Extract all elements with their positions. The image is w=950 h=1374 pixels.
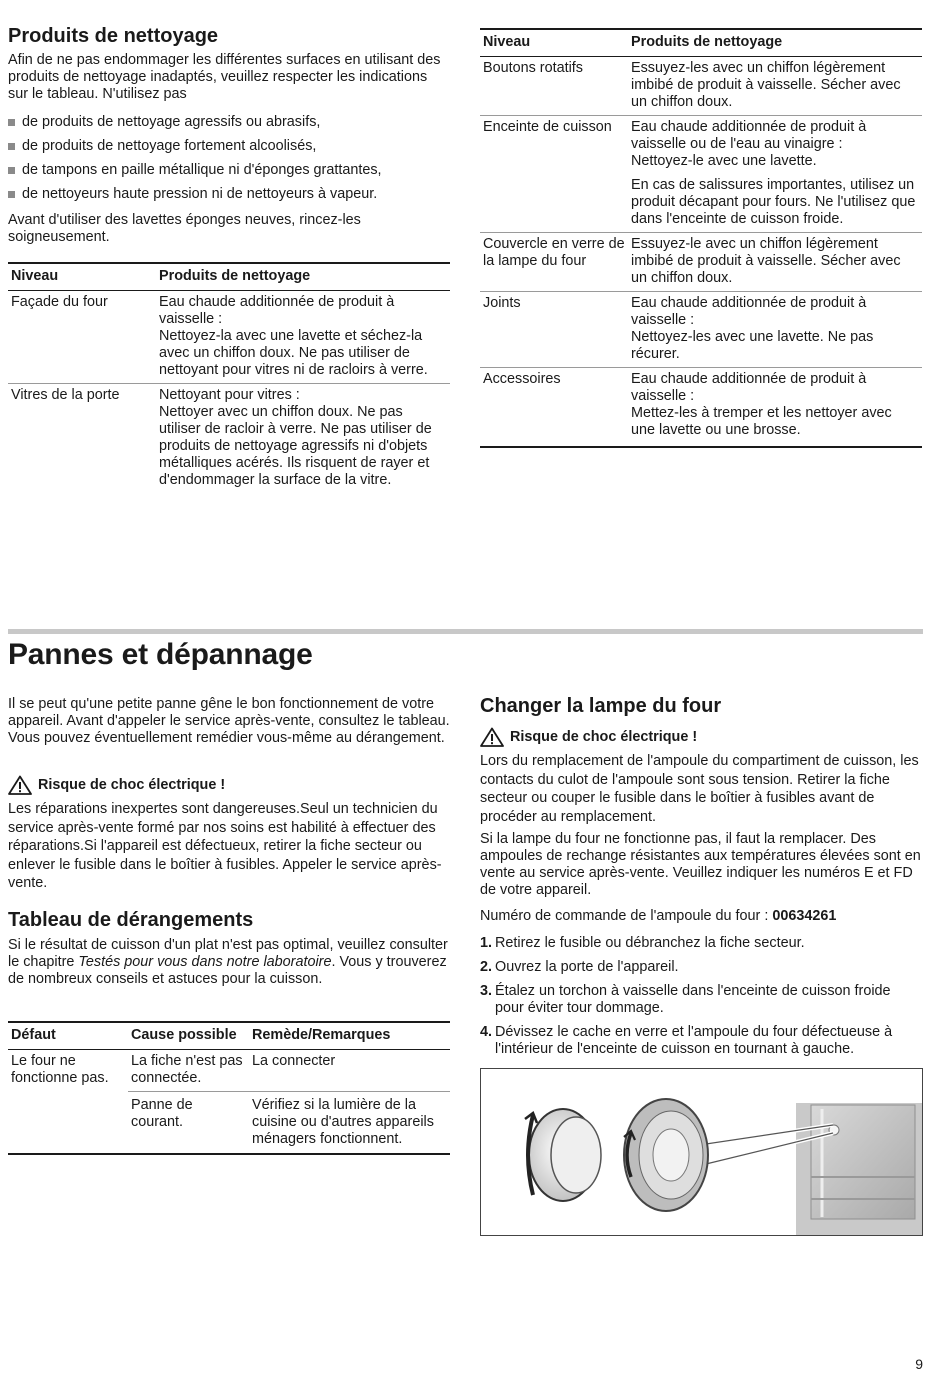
table-row: Accessoires Eau chaude additionnée de produit à vaisselle : Mettez-les à tremper et les nettoyer avec une lavette ou une brosse.	[480, 368, 922, 448]
lamp-warning-text: Lors du remplacement de l'ampoule du compartiment de cuisson, les contacts du culot de l'ampoule sont sous tension. Retirer la fiche secteur ou couper le fusible dans le boîtier à fusibles avant de procéder au remplacement.	[480, 753, 919, 825]
table-row: Enceinte de cuisson Eau chaude additionnée de produit à vaisselle ou de l'eau au vinaigre : Nettoyez-le avec une lavette. En cas de salissures importantes, utilisez un produit décapant pour fours. Ne l'utilisez que dans l'enceinte de cuisson froide.	[480, 116, 922, 233]
list-item: 3. Étalez un torchon à vaisselle dans l'enceinte de cuisson froide pour éviter tour dommage.	[480, 983, 891, 1016]
warning-triangle-icon	[480, 727, 504, 747]
lamp-steps	[480, 935, 922, 1065]
bullet-square-icon	[8, 167, 15, 174]
page-number: 9	[915, 1356, 923, 1372]
cleaning-table-right	[480, 28, 922, 448]
list-item: de produits de nettoyage fortement alcoolisés,	[8, 138, 450, 155]
cleaning-bullets	[8, 114, 450, 210]
table-header: Défaut	[8, 1022, 128, 1050]
table-row: Le four ne fonctionne pas. La fiche n'est pas connectée. La connecter	[8, 1050, 450, 1092]
table-row: Boutons rotatifs Essuyez-les avec un chiffon légèrement imbibé de produit à vaisselle. Sécher avec un chiffon doux.	[480, 57, 922, 116]
section-title-troubleshooting: Pannes et dépannage	[8, 638, 313, 671]
lamp-illustration	[480, 1068, 923, 1236]
fault-table-intro: Si le résultat de cuisson d'un plat n'est pas optimal, veuillez consulter le chapitre Testés pour vous dans notre laboratoire. Vous y trouverez de nombreux conseils et astuces pour la cuisson.	[8, 937, 448, 987]
bullet-square-icon	[8, 191, 15, 198]
table-row: Façade du four Eau chaude additionnée de produit à vaisselle : Nettoyez-la avec une lavette et séchez-la avec un chiffon doux. Ne pas utiliser de nettoyant pour vitres ni de racloirs à verre.	[8, 291, 450, 384]
section-title-cleaning: Produits de nettoyage	[8, 25, 219, 47]
table-header: Produits de nettoyage	[628, 29, 922, 57]
lamp-paragraph: Si la lampe du four ne fonctionne pas, il faut la remplacer. Des ampoules de rechange résistantes aux températures élevées sont en vente au service après-vente. Veuillez indiquer les numéros E et FD de votre appareil.	[480, 831, 921, 898]
table-row: Couvercle en verre de la lampe du four Essuyez-le avec un chiffon légèrement imbibé de produit à vaisselle. Sécher avec un chiffon doux.	[480, 233, 922, 292]
table-row: Vitres de la porte Nettoyant pour vitres : Nettoyer avec un chiffon doux. Ne pas utiliser de racloir à verre. Ne pas utiliser de produits de nettoyage agressifs ni d'objets métalliques acérés. Ils risquent de rayer et d'endommager la surface de la vitre.	[11, 387, 432, 488]
warning-heading: Risque de choc électrique !	[480, 727, 922, 747]
table-header: Produits de nettoyage	[156, 263, 450, 291]
section-title-lamp: Changer la lampe du four	[480, 695, 722, 717]
cleaning-after: Avant d'utiliser des lavettes éponges neuves, rincez-les soigneusement.	[8, 212, 361, 245]
lamp-order-number: Numéro de commande de l'ampoule du four : 00634261	[480, 908, 837, 924]
list-item: de nettoyeurs haute pression ni de nettoyeurs à vapeur.	[8, 186, 450, 203]
cleaning-intro: Afin de ne pas endommager les différentes surfaces en utilisant des produits de nettoyage inadaptés, veuillez respecter les indications sur le tableau. N'utilisez pas	[8, 52, 441, 102]
table-header: Niveau	[480, 29, 628, 57]
list-item: de tampons en paille métallique ni d'éponges grattantes,	[8, 162, 450, 179]
section-divider	[8, 629, 923, 634]
table-row: Panne de courant. Vérifiez si la lumière de la cuisine ou d'autres appareils ménagers fonctionnent.	[8, 1092, 450, 1155]
fault-table	[8, 1021, 450, 1155]
oven-lamp-diagram	[481, 1069, 922, 1235]
list-item: 2. Ouvrez la porte de l'appareil.	[480, 959, 679, 975]
bullet-square-icon	[8, 119, 15, 126]
table-header: Niveau	[8, 263, 156, 291]
warning-heading: Risque de choc électrique !	[8, 775, 450, 795]
table-row: Joints Eau chaude additionnée de produit à vaisselle : Nettoyez-les avec une lavette. Ne pas récurer.	[480, 292, 922, 368]
section-title-fault-table: Tableau de dérangements	[8, 909, 254, 931]
list-item: 4. Dévissez le cache en verre et l'ampoule du four défectueuse à l'intérieur de l'enceinte de cuisson en tournant à gauche.	[480, 1024, 893, 1057]
table-header: Remède/Remarques	[249, 1022, 450, 1050]
list-item: de produits de nettoyage agressifs ou abrasifs,	[8, 114, 450, 131]
bullet-square-icon	[8, 143, 15, 150]
cleaning-table-left	[8, 262, 450, 493]
troubleshoot-intro: Il se peut qu'une petite panne gêne le bon fonctionnement de votre appareil. Avant d'appeler le service après-vente, consultez le tableau. Vous pouvez éventuellement remédier vous-même au dérangement.	[8, 696, 450, 746]
list-item: 1. Retirez le fusible ou débranchez la fiche secteur.	[480, 935, 805, 951]
warning-text: Les réparations inexpertes sont dangereuses.Seul un technicien du service après-vente formé par nos soins est habilité à effectuer des réparations.Si l'appareil est défectueux, retirer la fiche secteur ou enlever le fusible dans le boîtier à fusibles. Appeler le service après-vente.	[8, 801, 442, 891]
warning-triangle-icon	[8, 775, 32, 795]
table-header: Cause possible	[128, 1022, 249, 1050]
